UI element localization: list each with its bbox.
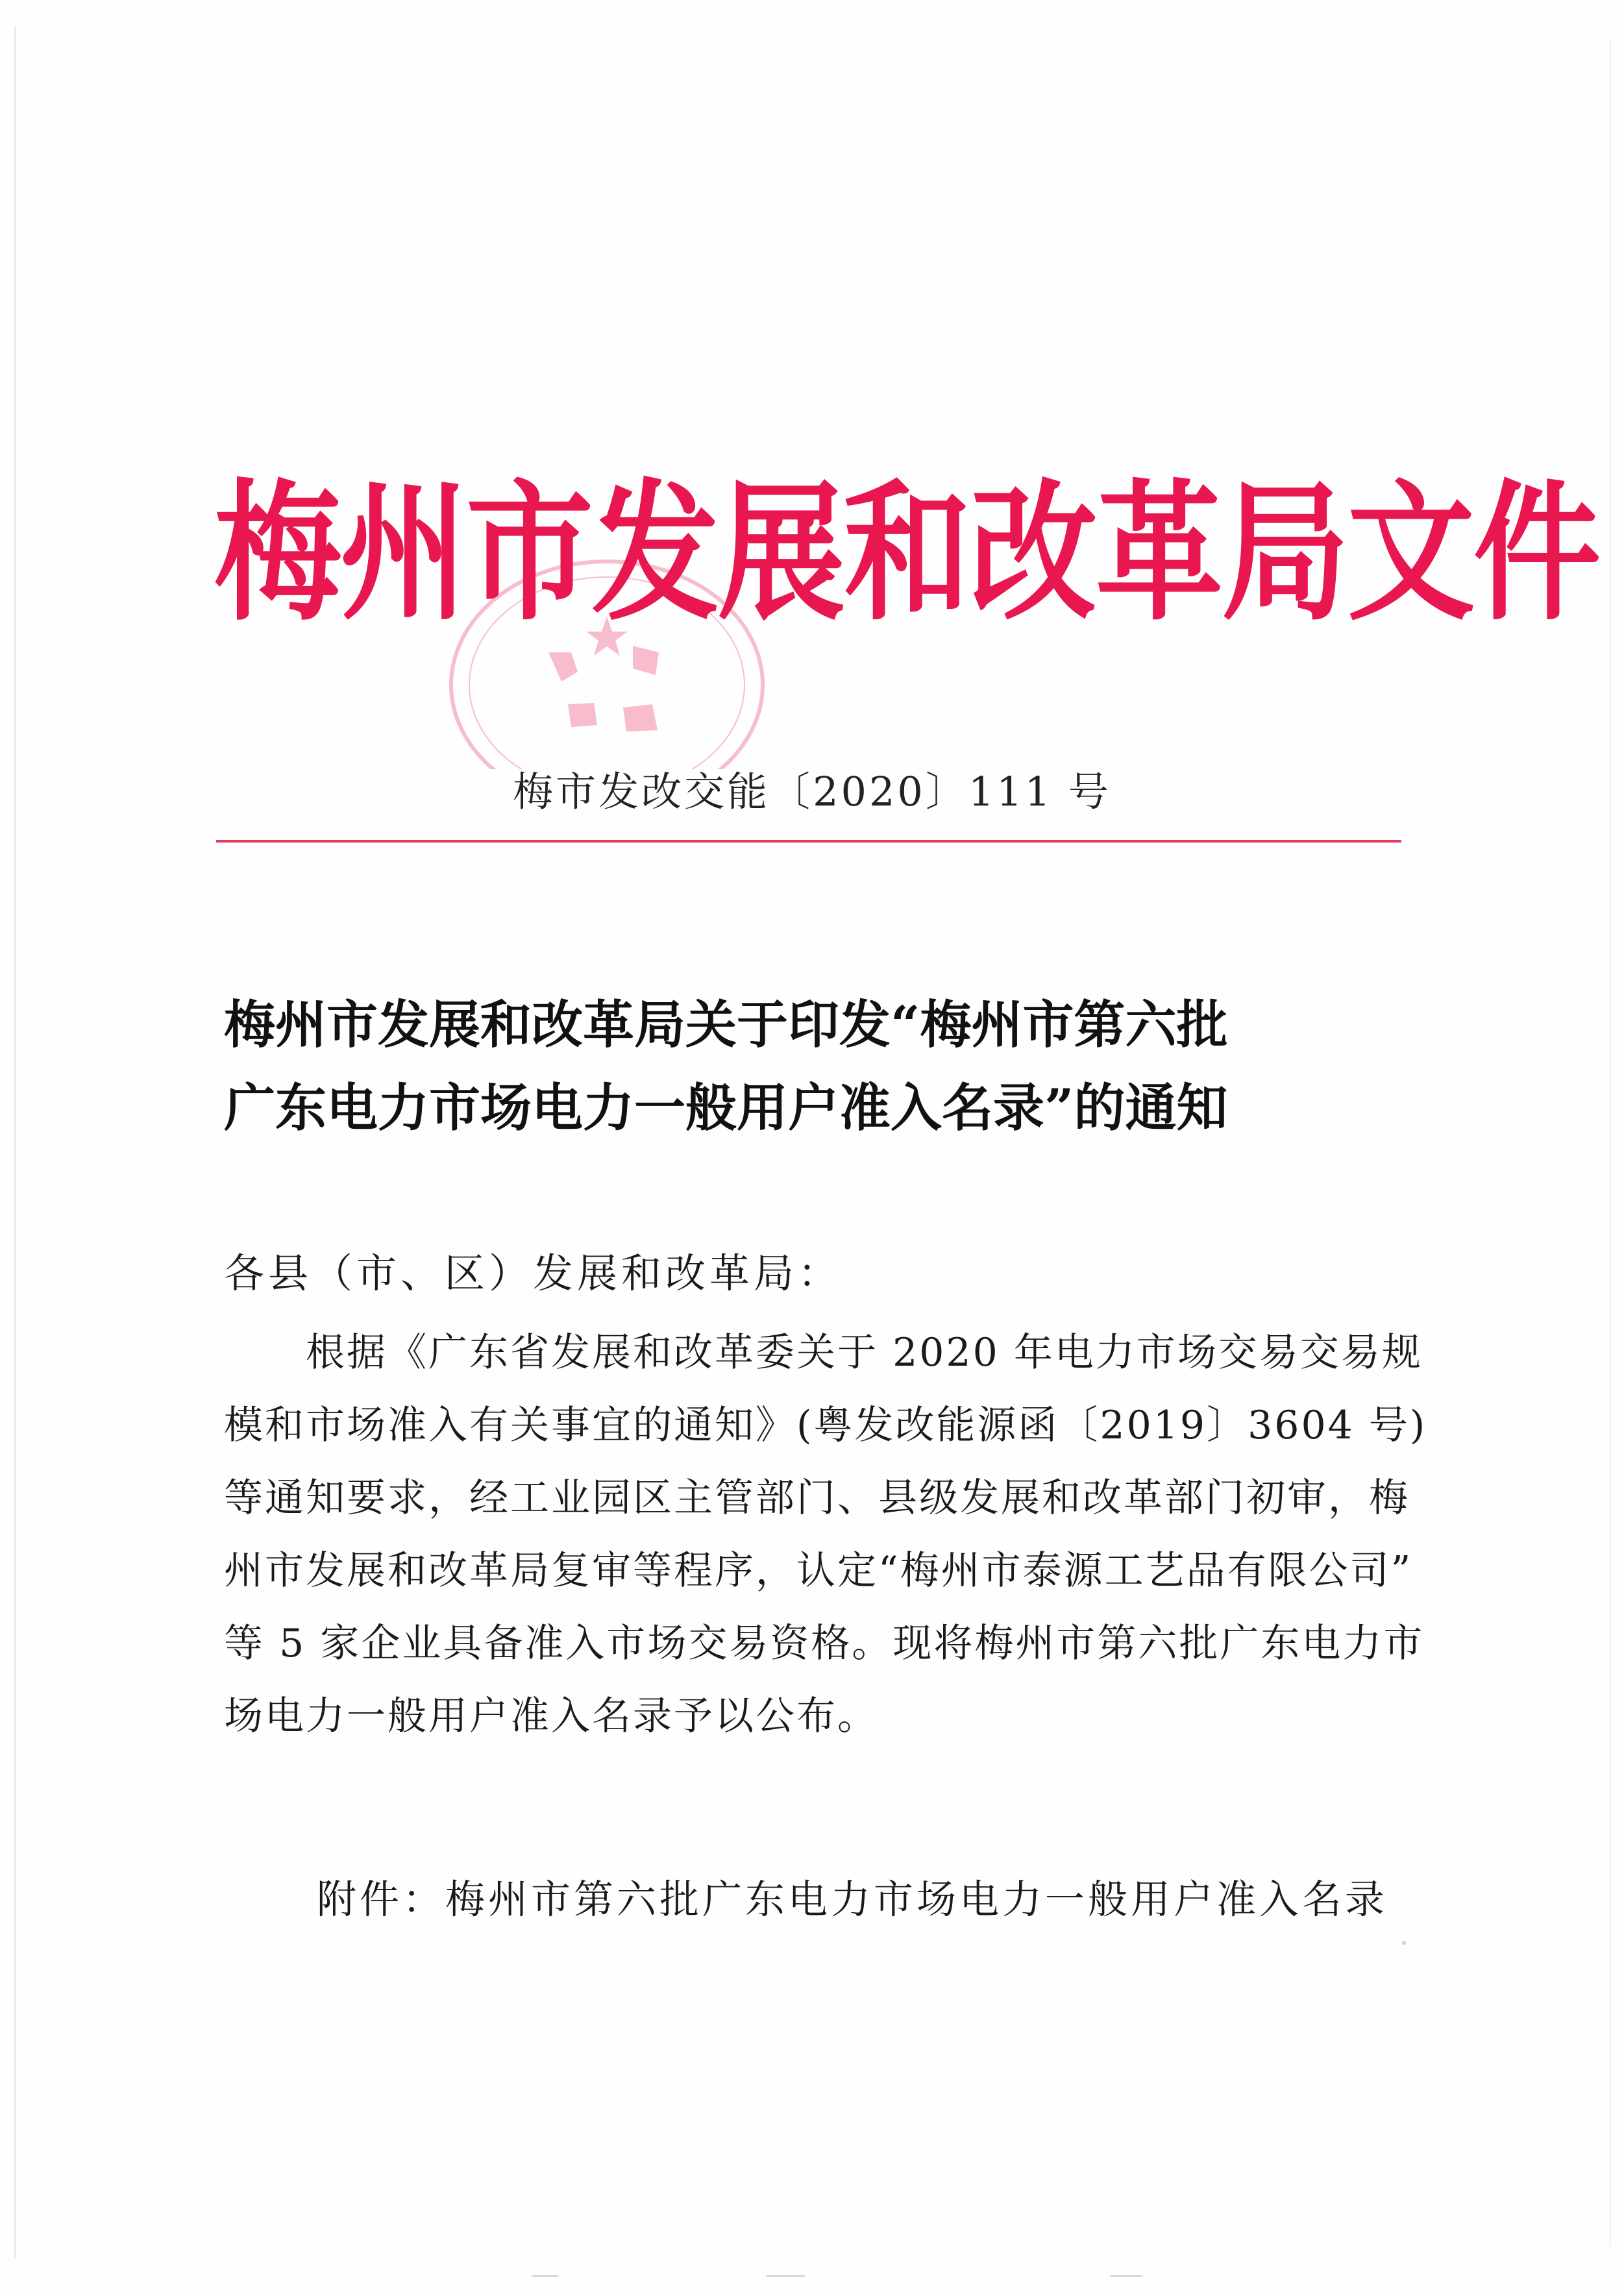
- title-line-2: 广东电力市场电力一般用户准入名录”的通知: [224, 1077, 1228, 1138]
- scan-edge-left: [14, 26, 16, 2259]
- salutation: 各县（市、区）发展和改革局：: [224, 1250, 843, 1297]
- scan-edge-right: [1610, 39, 1611, 2246]
- scan-speck: [1110, 2275, 1142, 2277]
- scan-speck: [766, 2275, 805, 2277]
- body-paragraph: [224, 1316, 1427, 1753]
- title-line-1: 梅州市发展和改革局关于印发“梅州市第六批: [224, 994, 1228, 1055]
- red-divider-rule: [216, 840, 1401, 843]
- scan-speck: [1402, 1941, 1406, 1945]
- body-line: 模和市场准入有关事宜的通知》(粤发改能源函〔2019〕3604 号): [224, 1403, 1427, 1448]
- masthead-title: 梅州市发展和改革局文件: [214, 466, 1600, 641]
- scan-speck: [532, 2275, 558, 2277]
- body-line: 场电力一般用户准入名录予以公布。: [224, 1693, 878, 1739]
- attachment-note: 附件：梅州市第六批广东电力市场电力一般用户准入名录: [317, 1877, 1388, 1923]
- document-number: 梅市发改交能〔2020〕111 号: [513, 768, 1111, 815]
- body-line: 州市发展和改革局复审等程序，认定“梅州市泰源工艺品有限公司”: [224, 1548, 1413, 1594]
- body-line: 等 5 家企业具备准入市场交易资格。现将梅州市第六批广东电力市: [224, 1621, 1425, 1666]
- document-title: [224, 983, 1418, 1150]
- body-line: 等通知要求，经工业园区主管部门、县级发展和改革部门初审，梅: [224, 1475, 1410, 1521]
- body-line: 根据《广东省发展和改革委关于 2020 年电力市场交易交易规: [224, 1330, 1423, 1375]
